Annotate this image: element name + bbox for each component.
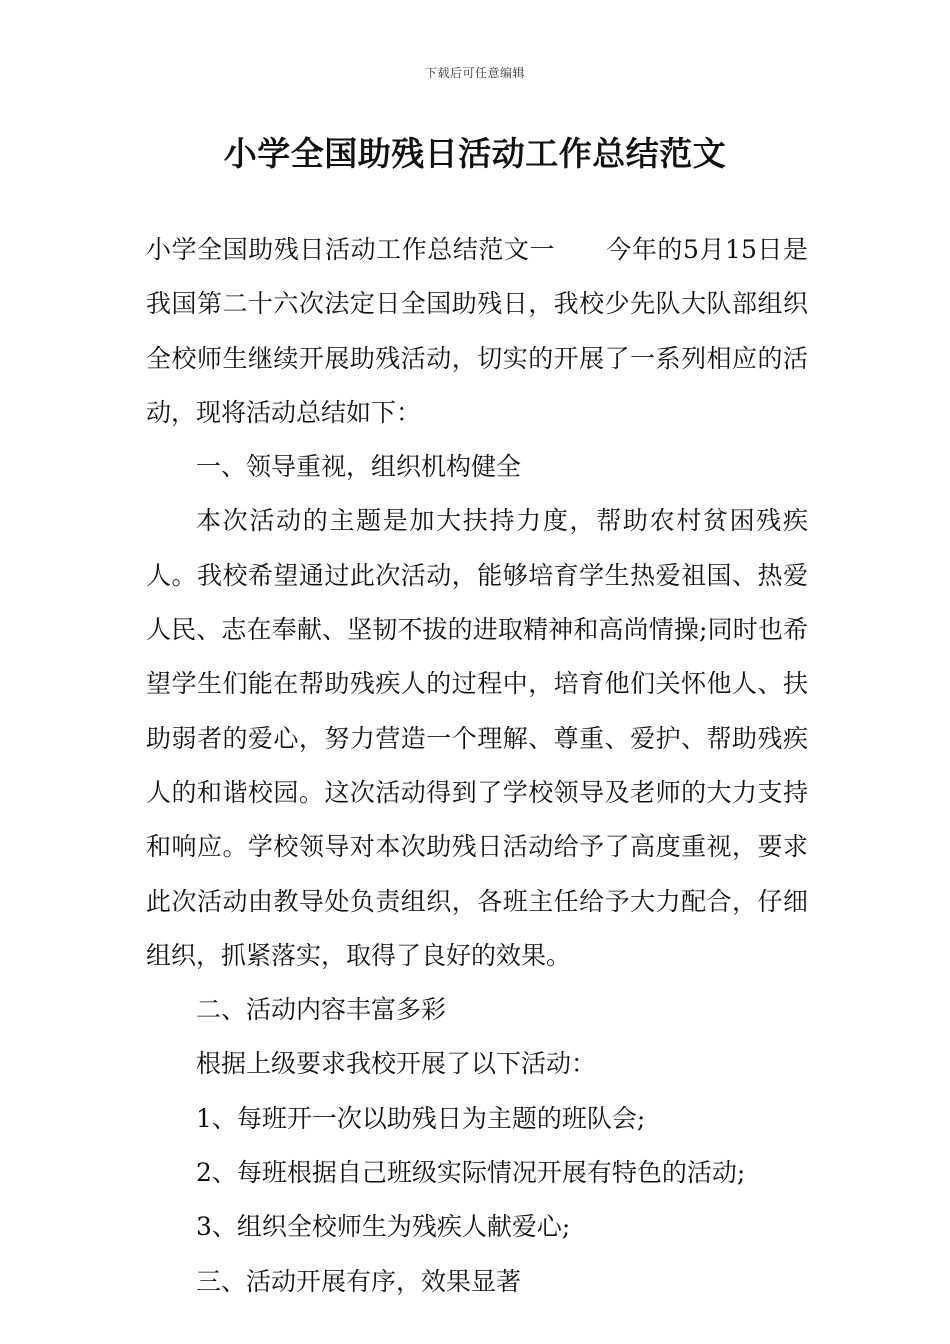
section-heading-2: 二、活动内容丰富多彩 — [196, 995, 447, 1025]
intro-paragraph: 小学全国助残日活动工作总结范文一 今年的5月15日是我国第二十六次法定日全国助残日，我校少先队大队部组织全校师生继续开展助残活动，切实的开展了一系列相应的活动，现将活动总结如下： — [146, 235, 808, 427]
list-item: 2、每班根据自己班级实际情况开展有特色的活动; — [196, 1158, 746, 1188]
document-body — [146, 223, 808, 1309]
list-item: 1、每班开一次以助残日为主题的班队会; — [196, 1103, 646, 1133]
body-paragraph: 本次活动的主题是加大扶持力度，帮助农村贫困残疾人。我校希望通过此次活动，能够培育学生热爱祖国、热爱人民、志在奉献、坚韧不拔的进取精神和高尚情操;同时也希望学生们能在帮助残疾人的过程中，培育他们关怀他人、扶助弱者的爱心，努力营造一个理解、尊重、爱护、帮助残疾人的和谐校园。这次活动得到了学校领导及老师的大力支持和响应。学校领导对本次助残日活动给予了高度重视，要求此次活动由教导处负责组织，各班主任给予大力配合，仔细组织，抓紧落实，取得了良好的效果。 — [146, 506, 808, 970]
section-heading-1: 一、领导重视，组织机构健全 — [196, 452, 522, 482]
document-title: 小学全国助残日活动工作总结范文 — [223, 134, 727, 173]
section-heading-3: 三、活动开展有序，效果显著 — [196, 1266, 522, 1296]
list-item: 3、组织全校师生为残疾人献爱心; — [196, 1212, 571, 1242]
header-note: 下载后可任意编辑 — [424, 66, 525, 80]
body-paragraph: 根据上级要求我校开展了以下活动： — [196, 1049, 597, 1079]
